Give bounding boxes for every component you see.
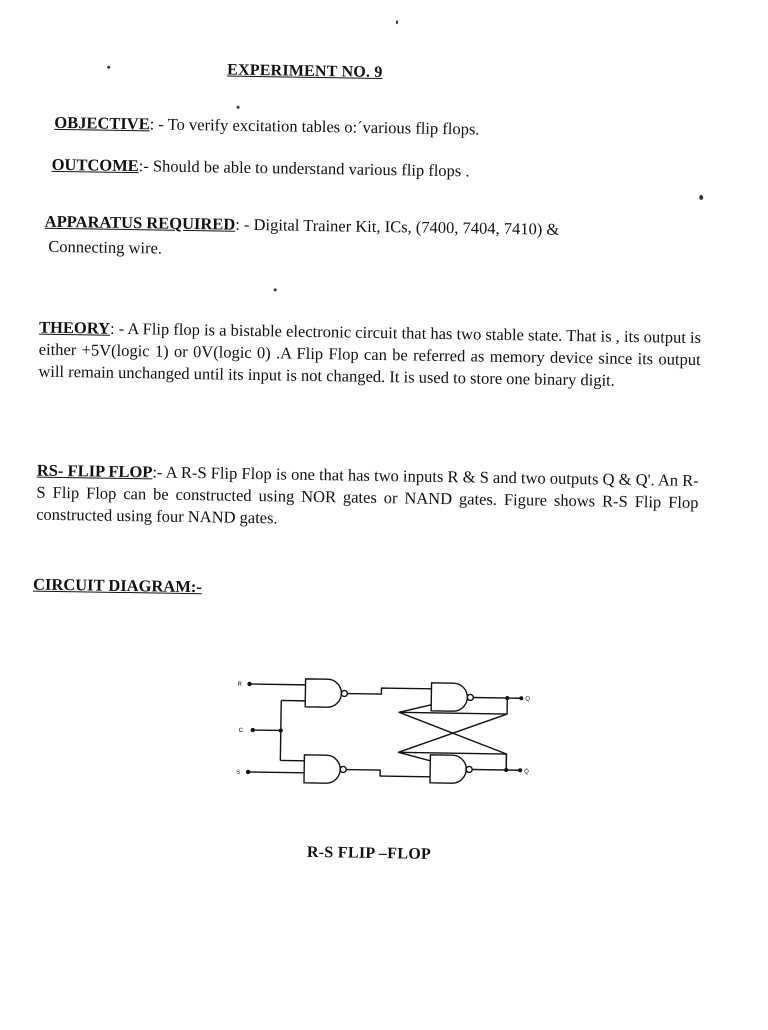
terminal-q [519, 696, 523, 700]
wire-qbar-output [472, 769, 520, 770]
wire-r-input [250, 684, 306, 685]
wire-q-to-g4 [398, 712, 507, 770]
outcome-label: OUTCOME [52, 155, 139, 175]
diagram-caption: R-S FLIP –FLOP [307, 844, 431, 864]
terminal-s [246, 770, 250, 774]
junction-clock [279, 728, 283, 732]
label-qbar: Q̄ [524, 768, 529, 775]
apparatus-text-1: : - Digital Trainer Kit, ICs, (7400, 7404, 7410) & [235, 215, 559, 239]
theory-paragraph [38, 317, 701, 393]
terminal-r [247, 682, 251, 686]
circuit-diagram-heading: CIRCUIT DIAGRAM:- [33, 575, 202, 598]
wire-g1-g3 [347, 688, 431, 695]
label-q: Q [525, 696, 530, 702]
apparatus-line-1 [45, 214, 560, 239]
terminal-qbar [518, 768, 522, 772]
nand-gate-1 [305, 679, 341, 708]
nand-gate-3 [431, 683, 467, 712]
nand-gate-2 [304, 755, 340, 784]
scan-speck [396, 20, 398, 24]
nand-bubble-2 [340, 766, 346, 772]
objective-label: OBJECTIVE [54, 113, 150, 133]
wire-s-input [248, 772, 304, 773]
junction-qbar [504, 768, 508, 772]
junction-q [505, 696, 509, 700]
wire-g2-g4 [346, 770, 430, 777]
page-title: EXPERIMENT NO. 9 [227, 62, 383, 82]
rs-flip-flop-label: RS- FLIP FLOP [37, 461, 153, 482]
terminal-c [251, 728, 255, 732]
rs-flip-flop-diagram [230, 666, 552, 801]
scan-speck [699, 195, 703, 200]
theory-text: : - A Flip flop is a bistable electronic circuit that has two stable state. That is , its output is either +5V(logic 1) or 0V(logic 0) .A Flip Flop can be referred as memory device since its output will remain unchanged until its input is not changed. It is used to store one binary digit. [38, 319, 701, 390]
label-s: S [236, 770, 240, 776]
objective-line [54, 115, 479, 138]
rs-flip-flop-text: :- A R-S Flip Flop is one that has two inputs R & S and two outputs Q & Q'. An R-S Flip Flop can be constructed using NOR gates or NAND gates. Figure shows R-S Flip Flop constructed using four NAND gates. [36, 462, 699, 527]
scan-speck [107, 66, 110, 69]
objective-text: : - To verify excitation tables o:´various flip flops. [150, 114, 480, 138]
wire-q-output [473, 698, 521, 699]
nand-gate-4 [430, 755, 466, 784]
apparatus-label: APPARATUS REQUIRED [45, 212, 236, 234]
scan-speck [274, 288, 277, 291]
rs-flip-flop-paragraph [36, 460, 699, 536]
nand-bubble-3 [467, 694, 473, 700]
scan-speck [237, 106, 240, 109]
theory-label: THEORY [39, 318, 110, 338]
outcome-text: :- Should be able to understand various flip flops . [139, 156, 470, 180]
nand-bubble-4 [466, 766, 472, 772]
label-r: R [237, 682, 242, 688]
nand-bubble-1 [341, 690, 347, 696]
apparatus-line-2: Connecting wire. [48, 239, 162, 257]
outcome-line [52, 157, 470, 180]
label-c: C [239, 728, 244, 734]
